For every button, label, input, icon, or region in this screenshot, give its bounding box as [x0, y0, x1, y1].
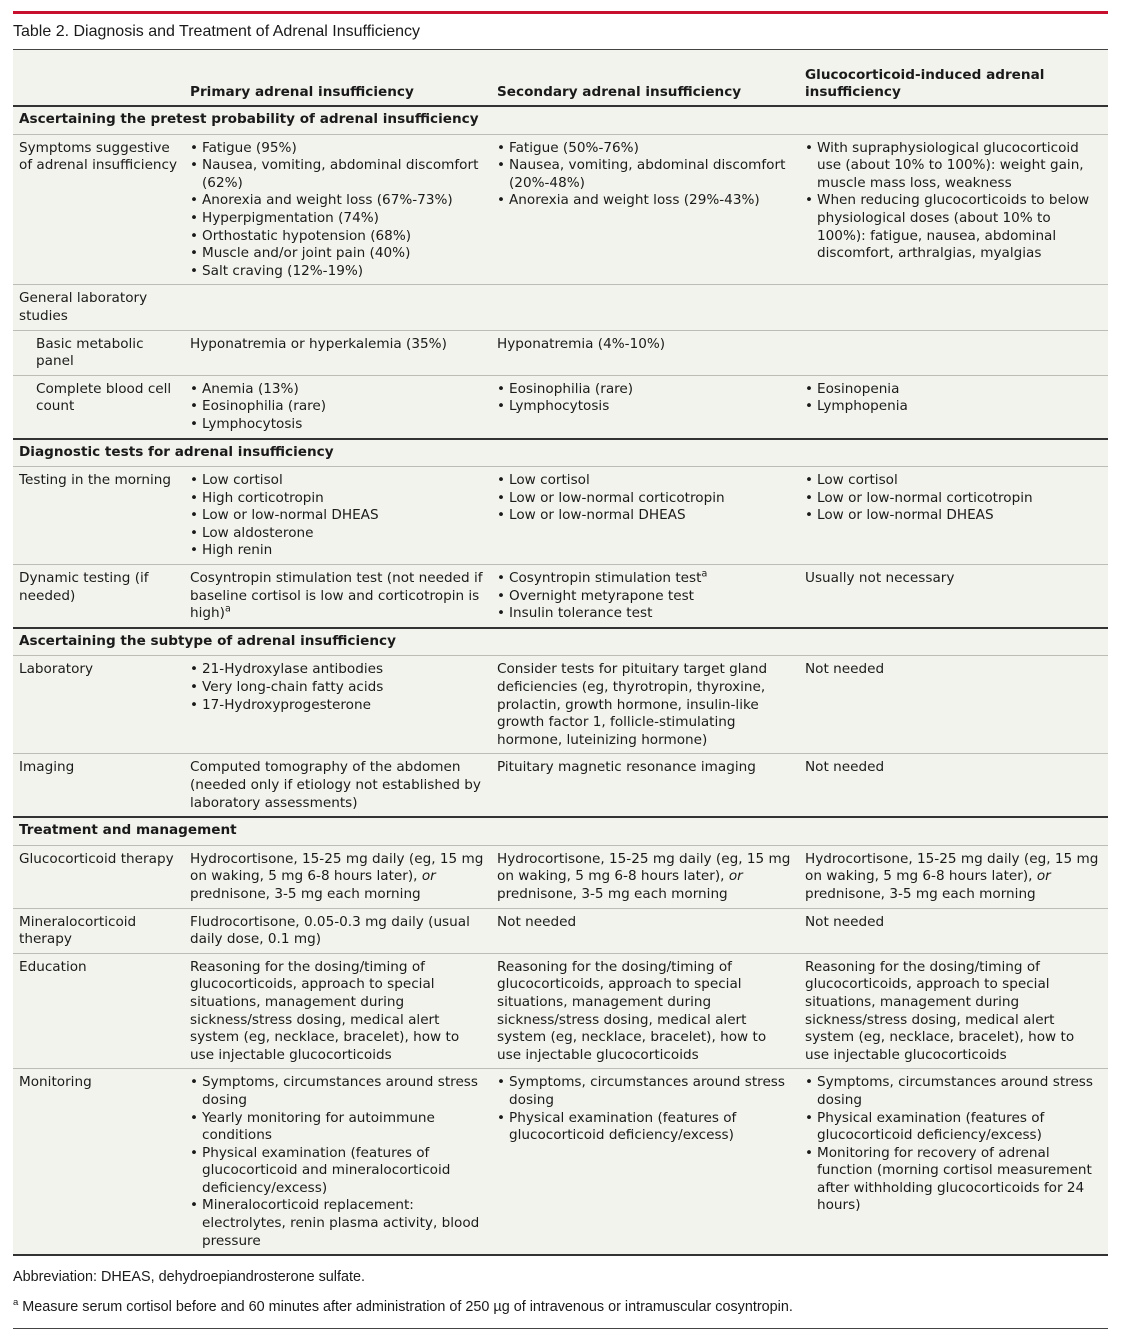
list-item: • Anorexia and weight loss (67%-73%) — [190, 192, 485, 210]
cell-glucocorticoid: Not needed — [799, 656, 1108, 754]
table-row — [13, 330, 1108, 375]
table-title: Table 2. Diagnosis and Treatment of Adrenal Insufficiency — [13, 23, 421, 40]
list-item: • Low or low-normal DHEAS — [497, 507, 793, 525]
list-item: • Lymphopenia — [805, 398, 1102, 416]
cell-glucocorticoid — [799, 1069, 1108, 1255]
cell-secondary: Consider tests for pituitary target gland deficiencies (eg, thyrotropin, thyroxine, prolactin, growth hormone, insulin-like growth factor 1, follicle-stimulating hormone, luteinizing hormone) — [491, 656, 799, 754]
list-item: • Lymphocytosis — [190, 416, 485, 434]
cell-primary — [184, 134, 491, 285]
row-label: Dynamic testing (if needed) — [13, 565, 184, 628]
column-header-secondary: Secondary adrenal insufficiency — [491, 50, 799, 106]
cell-secondary — [491, 1069, 799, 1255]
cell-secondary: Hyponatremia (4%-10%) — [491, 330, 799, 375]
cell-secondary: Pituitary magnetic resonance imaging — [491, 754, 799, 817]
cell-secondary — [491, 845, 799, 908]
cell-text: prednisone, 3-5 mg each morning — [805, 885, 1036, 902]
bullet-list — [190, 661, 485, 714]
row-label: Monitoring — [13, 1069, 184, 1255]
list-item: • Mineralocorticoid replacement: electrolytes, renin plasma activity, blood pressure — [190, 1197, 485, 1250]
list-item: • Physical examination (features of glucocorticoid and mineralocorticoid deficiency/excess) — [190, 1145, 485, 1198]
row-label: Glucocorticoid therapy — [13, 845, 184, 908]
table-row — [13, 375, 1108, 438]
cell-secondary — [491, 565, 799, 628]
section-row — [13, 106, 1108, 134]
list-item: • When reducing glucocorticoids to below physiological doses (about 10% to 100%): fatigue, nausea, abdominal discomfort, arthralgias, myalgias — [805, 192, 1102, 262]
list-item: • 21-Hydroxylase antibodies — [190, 661, 485, 679]
table-footnotes — [13, 1268, 1108, 1316]
row-label: Imaging — [13, 754, 184, 817]
list-item: • Monitoring for recovery of adrenal function (morning cortisol measurement after withholding glucocorticoids for 24 hours) — [805, 1145, 1102, 1215]
list-item: • Anorexia and weight loss (29%-43%) — [497, 192, 793, 210]
list-item: • Nausea, vomiting, abdominal discomfort (20%-48%) — [497, 157, 793, 192]
list-item: • Lymphocytosis — [497, 398, 793, 416]
list-item: • Anemia (13%) — [190, 381, 485, 399]
list-item: • Salt craving (12%-19%) — [190, 263, 485, 281]
section-heading-pretest: Ascertaining the pretest probability of adrenal insufficiency — [13, 106, 1108, 134]
table-row — [13, 565, 1108, 628]
bullet-list — [497, 381, 793, 416]
cell-secondary — [491, 375, 799, 438]
list-item: • Symptoms, circumstances around stress dosing — [190, 1074, 485, 1109]
list-item: • Nausea, vomiting, abdominal discomfort (62%) — [190, 157, 485, 192]
cell-primary — [184, 375, 491, 438]
list-item: • Hyperpigmentation (74%) — [190, 210, 485, 228]
section-heading-treatment: Treatment and management — [13, 817, 1108, 845]
list-item: • Low aldosterone — [190, 525, 485, 543]
list-item: • Physical examination (features of glucocorticoid deficiency/excess) — [497, 1110, 793, 1145]
list-item: • Yearly monitoring for autoimmune conditions — [190, 1110, 485, 1145]
column-header-empty — [13, 50, 184, 106]
cell-primary: Fludrocortisone, 0.05-0.3 mg daily (usual daily dose, 0.1 mg) — [184, 908, 491, 953]
list-item: • Overnight metyrapone test — [497, 588, 793, 606]
bullet-list — [805, 381, 1102, 416]
row-label: Testing in the morning — [13, 467, 184, 565]
cell-glucocorticoid: Not needed — [799, 908, 1108, 953]
cell-glucocorticoid — [799, 330, 1108, 375]
cell-text: Cosyntropin stimulation test — [509, 570, 702, 587]
cell-glucocorticoid: Usually not necessary — [799, 565, 1108, 628]
list-item: • Muscle and/or joint pain (40%) — [190, 245, 485, 263]
cell-glucocorticoid — [799, 375, 1108, 438]
list-item: • Symptoms, circumstances around stress dosing — [497, 1074, 793, 1109]
cell-text-italic: or — [421, 868, 436, 885]
section-row — [13, 817, 1108, 845]
list-item: • Eosinophilia (rare) — [497, 381, 793, 399]
cell-secondary: Reasoning for the dosing/timing of glucocorticoids, approach to special situations, management during sickness/stress dosing, medical alert system (eg, necklace, bracelet), how to use injectable glucocorticoids — [491, 953, 799, 1069]
footnote-a — [13, 1298, 1108, 1316]
bullet-list — [190, 381, 485, 434]
list-item: • Orthostatic hypotension (68%) — [190, 228, 485, 246]
list-item: • Physical examination (features of glucocorticoid deficiency/excess) — [805, 1110, 1102, 1145]
bullet-list — [190, 140, 485, 281]
bullet-list — [805, 1074, 1102, 1215]
cell-glucocorticoid — [799, 845, 1108, 908]
cell-primary — [184, 656, 491, 754]
list-item: • 17-Hydroxyprogesterone — [190, 697, 485, 715]
cell-text: Hydrocortisone, 15-25 mg daily (eg, 15 mg on waking, 5 mg 6-8 hours later), — [805, 850, 1099, 885]
table-row — [13, 656, 1108, 754]
cell-text: prednisone, 3-5 mg each morning — [497, 885, 728, 902]
row-label: Basic metabolic panel — [13, 330, 184, 375]
table-row — [13, 285, 1108, 330]
list-item: • Low or low-normal DHEAS — [190, 507, 485, 525]
list-item: • Fatigue (50%-76%) — [497, 140, 793, 158]
cell-glucocorticoid — [799, 285, 1108, 330]
cell-primary: Reasoning for the dosing/timing of glucocorticoids, approach to special situations, management during sickness/stress dosing, medical alert system (eg, necklace, bracelet), how to use injectable glucocorticoids — [184, 953, 491, 1069]
footnote-mark: a — [224, 603, 231, 615]
table-row — [13, 845, 1108, 908]
list-item: • Symptoms, circumstances around stress dosing — [805, 1074, 1102, 1109]
cell-text: Cosyntropin stimulation test (not needed if baseline cortisol is low and corticotropin is high) — [190, 570, 483, 622]
cell-text: prednisone, 3-5 mg each morning — [190, 885, 421, 902]
cell-glucocorticoid — [799, 134, 1108, 285]
accent-rule — [13, 11, 1108, 14]
abbreviation-note: Abbreviation: DHEAS, dehydroepiandrosterone sulfate. — [13, 1269, 365, 1286]
bullet-list — [805, 140, 1102, 263]
row-label: Laboratory — [13, 656, 184, 754]
cell-primary — [184, 285, 491, 330]
cell-primary — [184, 467, 491, 565]
list-item: • Very long-chain fatty acids — [190, 679, 485, 697]
section-row — [13, 439, 1108, 467]
cell-primary — [184, 565, 491, 628]
footnote-mark: a — [13, 1297, 19, 1309]
cell-text: Hydrocortisone, 15-25 mg daily (eg, 15 mg on waking, 5 mg 6-8 hours later), — [190, 850, 484, 885]
data-table — [13, 50, 1108, 1256]
section-row — [13, 628, 1108, 656]
cell-glucocorticoid: Not needed — [799, 754, 1108, 817]
cell-secondary — [491, 134, 799, 285]
cell-primary: Computed tomography of the abdomen (needed only if etiology not established by laboratory assessments) — [184, 754, 491, 817]
list-item: • Low or low-normal corticotropin — [497, 490, 793, 508]
cell-secondary — [491, 285, 799, 330]
list-item: • With supraphysiological glucocorticoid use (about 10% to 100%): weight gain, muscle mass loss, weakness — [805, 140, 1102, 193]
list-item: • Low or low-normal corticotropin — [805, 490, 1102, 508]
row-label: General laboratory studies — [13, 285, 184, 330]
list-item: • Insulin tolerance test — [497, 605, 793, 623]
row-label: Mineralocorticoid therapy — [13, 908, 184, 953]
table-row — [13, 754, 1108, 817]
section-heading-diagnostic: Diagnostic tests for adrenal insufficiency — [13, 439, 1108, 467]
column-header-glucocorticoid: Glucocorticoid-induced adrenal insufficiency — [799, 50, 1108, 106]
table-row — [13, 134, 1108, 285]
cell-glucocorticoid: Reasoning for the dosing/timing of glucocorticoids, approach to special situations, management during sickness/stress dosing, medical alert system (eg, necklace, bracelet), how to use injectable glucocorticoids — [799, 953, 1108, 1069]
row-label: Education — [13, 953, 184, 1069]
cell-text-italic: or — [728, 868, 743, 885]
row-label: Symptoms suggestive of adrenal insufficiency — [13, 134, 184, 285]
bullet-list — [497, 472, 793, 525]
section-heading-subtype: Ascertaining the subtype of adrenal insufficiency — [13, 628, 1108, 656]
cell-secondary — [491, 467, 799, 565]
table-row — [13, 1069, 1108, 1255]
list-item: • Low cortisol — [805, 472, 1102, 490]
list-item: • High renin — [190, 542, 485, 560]
bullet-list — [190, 1074, 485, 1250]
table-row — [13, 953, 1108, 1069]
list-item: • Low cortisol — [497, 472, 793, 490]
list-item: • High corticotropin — [190, 490, 485, 508]
list-item: • Eosinophilia (rare) — [190, 398, 485, 416]
table-row — [13, 467, 1108, 565]
footnote-mark: a — [701, 568, 708, 580]
cell-primary: Hyponatremia or hyperkalemia (35%) — [184, 330, 491, 375]
list-item: • Fatigue (95%) — [190, 140, 485, 158]
list-item: • Low or low-normal DHEAS — [805, 507, 1102, 525]
cell-text-italic: or — [1036, 868, 1051, 885]
bullet-list — [497, 1074, 793, 1144]
cell-secondary: Not needed — [491, 908, 799, 953]
cell-primary — [184, 1069, 491, 1255]
column-header-primary: Primary adrenal insufficiency — [184, 50, 491, 106]
cell-glucocorticoid — [799, 467, 1108, 565]
row-label: Complete blood cell count — [13, 375, 184, 438]
table-figure — [13, 11, 1108, 1329]
cell-text: Hydrocortisone, 15-25 mg daily (eg, 15 mg on waking, 5 mg 6-8 hours later), — [497, 850, 791, 885]
header-row — [13, 50, 1108, 106]
list-item: • Eosinopenia — [805, 381, 1102, 399]
bullet-list — [805, 472, 1102, 525]
cell-primary — [184, 845, 491, 908]
table-row — [13, 908, 1108, 953]
list-item: • Low cortisol — [190, 472, 485, 490]
bullet-list — [190, 472, 485, 560]
list-item — [497, 570, 793, 588]
footnote-text: Measure serum cortisol before and 60 minutes after administration of 250 µg of intravenous or intramuscular cosyntropin. — [18, 1299, 793, 1316]
bullet-list — [497, 140, 793, 210]
